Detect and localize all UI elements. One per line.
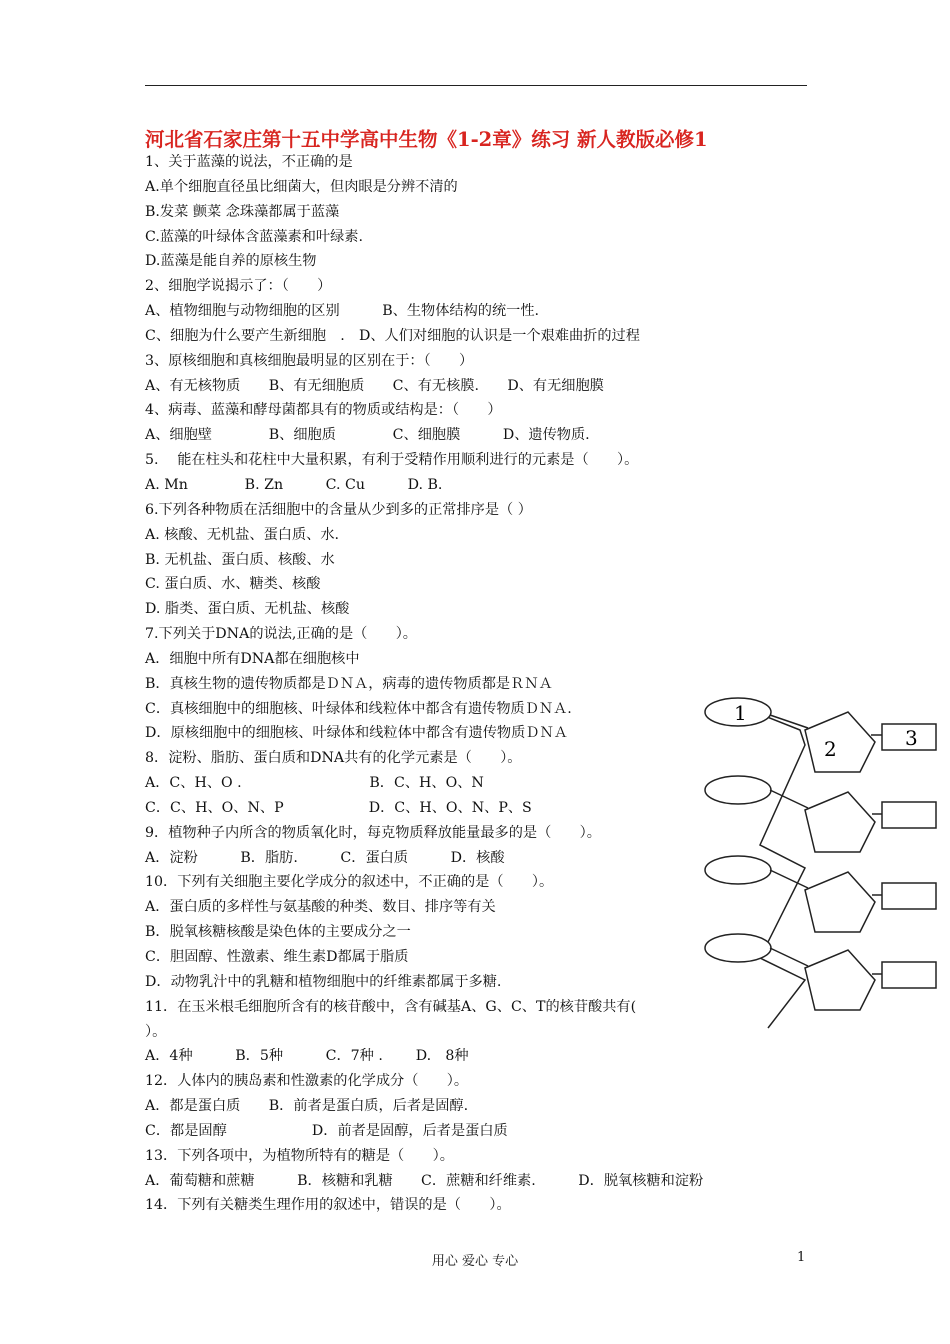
question-line: C.蓝藻的叶绿体含蓝藻素和叶绿素. (145, 228, 363, 245)
question-line: A. Mn B. Zn C. Cu D. B. (145, 476, 443, 493)
question-line: C、细胞为什么要产生新细胞 . D、人们对细胞的认识是一个艰难曲折的过程 (145, 327, 640, 344)
question-line: A.单个细胞直径虽比细菌大，但肉眼是分辨不清的 (145, 178, 458, 195)
question-line: A．细胞中所有DNA都在细胞核中 (145, 650, 360, 667)
question-line: 6.下列各种物质在活细胞中的含量从少到多的正常排序是（ ） (145, 501, 532, 518)
question-line: A、植物细胞与动物细胞的区别 B、生物体结构的统一性. (145, 303, 540, 320)
question-line: A．C、H、O . B．C、H、O、N (145, 775, 484, 792)
pentose-pentagon-3 (805, 872, 875, 932)
base-box-2 (882, 802, 936, 828)
dna-nucleotide-chain-diagram (700, 690, 940, 1035)
question-line: B.发菜 颤菜 念珠藻都属于蓝藻 (145, 203, 340, 220)
question-line: B. 无机盐、蛋白质、核酸、水 (145, 551, 335, 568)
question-line: A、有无核物质 B、有无细胞质 C、有无核膜. D、有无细胞膜 (145, 377, 604, 394)
question-line: D．原核细胞中的细胞核、叶绿体和线粒体中都含有遗传物质ＤＮＡ (145, 725, 568, 742)
question-line: B．脱氧核糖核酸是染色体的主要成分之一 (145, 924, 411, 941)
question-line: A. 核酸、无机盐、蛋白质、水. (145, 526, 340, 543)
question-line: C．都是固醇 D．前者是固醇，后者是蛋白质 (145, 1122, 508, 1139)
question-line: 12．人体内的胰岛素和性激素的化学成分（ ）。 (145, 1073, 469, 1090)
question-line: 3、原核细胞和真核细胞最明显的区别在于：（ ） (145, 352, 474, 369)
pentose-pentagon-1 (805, 712, 875, 772)
question-line: 5. 能在柱头和花柱中大量积累，有利于受精作用顺利进行的元素是（ ）。 (145, 452, 639, 469)
label-1: 1 (734, 701, 747, 725)
header-rule (145, 85, 807, 86)
question-line: A．淀粉 B．脂肪. C．蛋白质 D．核酸 (145, 849, 505, 866)
phosphate-ellipse-4 (705, 934, 771, 962)
question-line: 10．下列有关细胞主要化学成分的叙述中，不正确的是（ ）。 (145, 874, 554, 891)
phosphate-ellipse-3 (705, 856, 771, 884)
document-title: 河北省石家庄第十五中学高中生物《1-2章》练习 新人教版必修1 (145, 128, 708, 151)
question-line: C．C、H、O、N、P D．C、H、O、N、P、S (145, 799, 532, 816)
question-line: ）。 (145, 1023, 167, 1040)
base-box-3 (882, 883, 936, 909)
pentose-pentagon-2 (805, 792, 875, 852)
question-line: A．都是蛋白质 B．前者是蛋白质，后者是固醇. (145, 1098, 469, 1115)
question-line: C. 蛋白质、水、糖类、核酸 (145, 576, 321, 593)
base-box-4 (882, 962, 936, 988)
question-line: 11．在玉米根毛细胞所含有的核苷酸中，含有碱基A、G、C、T的核苷酸共有( (145, 998, 637, 1015)
question-line: 2、细胞学说揭示了：（ ） (145, 278, 332, 295)
label-2: 2 (824, 737, 837, 761)
question-line: D.蓝藻是能自养的原核生物 (145, 253, 317, 270)
label-3: 3 (905, 726, 918, 750)
question-line: 4、病毒、蓝藻和酵母菌都具有的物质或结构是：（ ） (145, 402, 502, 419)
question-line: 9．植物种子内所含的物质氧化时，每克物质释放能量最多的是（ ）。 (145, 824, 601, 841)
question-line: A、细胞壁 B、细胞质 C、细胞膜 D、遗传物质. (145, 427, 590, 444)
question-line: C．胆固醇、性激素、维生素D都属于脂质 (145, 949, 409, 965)
footer-text: 用心 爱心 专心 (431, 1254, 519, 1269)
question-line: B．真核生物的遗传物质都是ＤＮＡ，病毒的遗传物质都是ＲＮＡ (145, 675, 553, 692)
question-line: D. 脂类、蛋白质、无机盐、核酸 (145, 601, 350, 618)
question-line: 7.下列关于DNA的说法,正确的是（ ）。 (145, 626, 417, 643)
question-line: C．真核细胞中的细胞核、叶绿体和线粒体中都含有遗传物质ＤＮＡ. (145, 700, 572, 717)
question-line: 1、关于蓝藻的说法，不正确的是 (145, 154, 353, 170)
pentose-pentagon-4 (805, 950, 875, 1010)
question-line: A．葡萄糖和蔗糖 B．核糖和乳糖 C．蔗糖和纤维素. D．脱氧核糖和淀粉 (145, 1172, 704, 1189)
question-line: 14．下列有关糖类生理作用的叙述中，错误的是（ ）。 (145, 1197, 511, 1214)
question-line: 8．淀粉、脂肪、蛋白质和DNA共有的化学元素是（ ）。 (145, 750, 522, 767)
question-line: A．4种 B．5种 C．7种 . D. 8种 (145, 1048, 469, 1065)
phosphate-ellipse-2 (705, 776, 771, 804)
question-line: D．动物乳汁中的乳糖和植物细胞中的纤维素都属于多糖. (145, 973, 502, 990)
question-line: A．蛋白质的多样性与氨基酸的种类、数目、排序等有关 (145, 899, 496, 916)
page-number: 1 (797, 1250, 806, 1265)
question-line: 13．下列各项中，为植物所特有的糖是（ ）。 (145, 1147, 454, 1164)
question-list (145, 150, 705, 1218)
